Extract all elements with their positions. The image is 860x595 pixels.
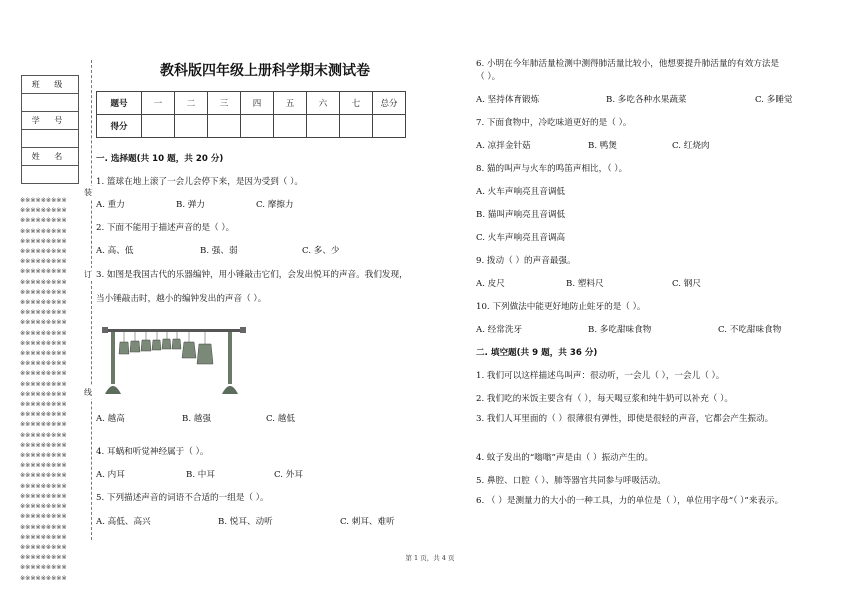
score-header-6: 六 bbox=[307, 92, 340, 115]
q5-option-b: B. 悦耳、动听 bbox=[218, 517, 273, 527]
score-table bbox=[96, 91, 406, 138]
question-7: 7. 下面食物中，冷吃味道更好的是（ ）。 bbox=[476, 118, 632, 128]
q8-option-b: B. 猫叫声响亮且音调低 bbox=[476, 210, 566, 220]
class-field[interactable] bbox=[22, 94, 79, 112]
q6-option-a: A. 坚持体育锻炼 bbox=[476, 95, 540, 105]
score-header-5: 五 bbox=[274, 92, 307, 115]
question-10: 10. 下列做法中能更好地防止蛀牙的是（ ）。 bbox=[476, 302, 646, 312]
q10-option-a: A. 经常洗牙 bbox=[476, 325, 523, 335]
score-cell[interactable] bbox=[175, 115, 208, 138]
score-header-3: 三 bbox=[208, 92, 241, 115]
binding-char-zhuang: 装 bbox=[84, 188, 92, 197]
name-label: 姓 名 bbox=[22, 148, 79, 166]
q5-option-c: C. 刺耳、难听 bbox=[340, 517, 395, 527]
score-header-label: 题号 bbox=[97, 92, 142, 115]
score-cell[interactable] bbox=[142, 115, 175, 138]
score-header-total: 总分 bbox=[373, 92, 406, 115]
binding-char-xian: 线 bbox=[84, 388, 92, 397]
question-5: 5. 下列描述声音的词语不合适的一组是（ ）。 bbox=[96, 493, 269, 503]
score-row-label: 得分 bbox=[97, 115, 142, 138]
section-choice-heading: 一. 选择题(共 10 题，共 20 分) bbox=[96, 154, 224, 164]
question-3-line2: 当小锤敲击时，越小的编钟发出的声音（ ）。 bbox=[96, 294, 267, 304]
q10-option-c: C. 不吃甜味食物 bbox=[718, 325, 782, 335]
q6-option-b: B. 多吃各种水果蔬菜 bbox=[606, 95, 687, 105]
score-cell[interactable] bbox=[340, 115, 373, 138]
score-header-1: 一 bbox=[142, 92, 175, 115]
q2-option-a: A. 高、低 bbox=[96, 246, 134, 256]
student-info-table bbox=[21, 75, 79, 184]
page-footer: 第 1 页，共 4 页 bbox=[405, 554, 455, 562]
question-3-line1: 3. 如图是我国古代的乐器编钟，用小锤敲击它们，会发出悦耳的声音。我们发现， bbox=[96, 270, 408, 280]
score-cell[interactable] bbox=[241, 115, 274, 138]
fill-4: 4. 蚊子发出的“嗡嗡”声是由（ ）振动产生的。 bbox=[476, 453, 654, 463]
bianzhong-bells-image bbox=[100, 322, 248, 398]
q4-option-c: C. 外耳 bbox=[274, 470, 303, 480]
q7-option-b: B. 鸭煲 bbox=[588, 141, 617, 151]
binding-dashed-line bbox=[91, 60, 92, 540]
q7-option-a: A. 凉拌金针菇 bbox=[476, 141, 531, 151]
score-header-2: 二 bbox=[175, 92, 208, 115]
score-cell[interactable] bbox=[373, 115, 406, 138]
question-9: 9. 拨动（ ）的声音最强。 bbox=[476, 256, 576, 266]
question-8: 8. 猫的叫声与火车的鸣笛声相比，（ ）。 bbox=[476, 164, 628, 174]
question-4: 4. 耳蜗和听觉神经属于（ ）。 bbox=[96, 447, 209, 457]
page-title: 教科版四年级上册科学期末测试卷 bbox=[160, 63, 370, 79]
q1-option-c: C. 摩擦力 bbox=[256, 200, 294, 210]
q8-option-c: C. 火车声响亮且音调高 bbox=[476, 233, 566, 243]
q8-option-a: A. 火车声响亮且音调低 bbox=[476, 187, 566, 197]
question-1: 1. 篮球在地上滚了一会儿会停下来，是因为受到（ ）。 bbox=[96, 177, 304, 187]
q9-option-b: B. 塑料尺 bbox=[566, 279, 604, 289]
score-header-4: 四 bbox=[241, 92, 274, 115]
decorative-star-pattern: ※※※※※※※※※ ※※※※※※※※※ ※※※※※※※※※ ※※※※※※※※※ ※※※※※※※※※ ※※※※※※※※※ ※※※※※※※※※ ※※※※※※※※※ ※※※※※※※※※ ※※※※※※※※※ ※※※※※※※※※ ※※※※※※※※※ ※※※※※※※※※ ※※※※※※※※※ ※※※※※※※※※ ※※※※※※※※※ ※※※※※※※※※ ※※※※※※※※※ ※※※※※※※※※ ※※※※※※※※※ ※※※※※※※※※ ※※※※※※※※※ ※※※※※※※※※ ※※※※※※※※※ ※※※※※※※※※ ※※※※※※※※※ ※※※※※※※※※ ※※※※※※※※※ ※※※※※※※※※ ※※※※※※※※※ ※※※※※※※※※ ※※※※※※※※※ ※※※※※※※※※ ※※※※※※※※※ ※※※※※※※※※ ※※※※※※※※※ ※※※※※※※※※ ※※※※※※※※※ bbox=[20, 197, 67, 581]
class-label: 班 级 bbox=[22, 76, 79, 94]
q5-option-a: A. 高低、高兴 bbox=[96, 517, 151, 527]
q9-option-c: C. 钢尺 bbox=[672, 279, 701, 289]
question-2: 2. 下面不能用于描述声音的是（ ）。 bbox=[96, 223, 235, 233]
section-fill-heading: 二. 填空题(共 9 题，共 36 分) bbox=[476, 348, 598, 358]
q4-option-b: B. 中耳 bbox=[186, 470, 215, 480]
q6-option-c: C. 多睡觉 bbox=[755, 95, 793, 105]
score-cell[interactable] bbox=[208, 115, 241, 138]
fill-3: 3. 我们人耳里面的（ ）很薄很有弹性，即使是很轻的声音，它都会产生振动。 bbox=[476, 414, 774, 424]
question-6-line2: （ ）。 bbox=[476, 72, 501, 82]
q7-option-c: C. 红烧肉 bbox=[672, 141, 710, 151]
score-header-7: 七 bbox=[340, 92, 373, 115]
binding-char-ding: 订 bbox=[84, 270, 92, 279]
q2-option-b: B. 强、弱 bbox=[200, 246, 238, 256]
name-field[interactable] bbox=[22, 166, 79, 184]
score-cell[interactable] bbox=[307, 115, 340, 138]
score-cell[interactable] bbox=[274, 115, 307, 138]
fill-1: 1. 我们可以这样描述鸟叫声：很动听，一会儿（ ），一会儿（ ）。 bbox=[476, 371, 725, 381]
student-number-field[interactable] bbox=[22, 130, 79, 148]
q10-option-b: B. 多吃甜味食物 bbox=[588, 325, 652, 335]
q1-option-b: B. 弹力 bbox=[176, 200, 205, 210]
q3-option-c: C. 越低 bbox=[266, 414, 295, 424]
question-6-line1: 6. 小明在今年肺活量检测中测得肺活量比较小，他想要提升肺活量的有效方法是 bbox=[476, 59, 780, 69]
q4-option-a: A. 内耳 bbox=[96, 470, 125, 480]
q1-option-a: A. 重力 bbox=[96, 200, 125, 210]
q3-option-b: B. 越强 bbox=[182, 414, 211, 424]
q2-option-c: C. 多、少 bbox=[302, 246, 340, 256]
q9-option-a: A. 皮尺 bbox=[476, 279, 505, 289]
fill-5: 5. 鼻腔、口腔（ ）、肺等器官共同参与呼吸活动。 bbox=[476, 476, 666, 486]
student-number-label: 学 号 bbox=[22, 112, 79, 130]
fill-2: 2. 我们吃的米饭主要含有（ ），每天喝豆浆和纯牛奶可以补充（ ）。 bbox=[476, 394, 734, 404]
q3-option-a: A. 越高 bbox=[96, 414, 125, 424]
fill-6: 6. （ ）是测量力的大小的一种工具，力的单位是（ ），单位用字母“（ ）”来表示。 bbox=[476, 496, 784, 506]
